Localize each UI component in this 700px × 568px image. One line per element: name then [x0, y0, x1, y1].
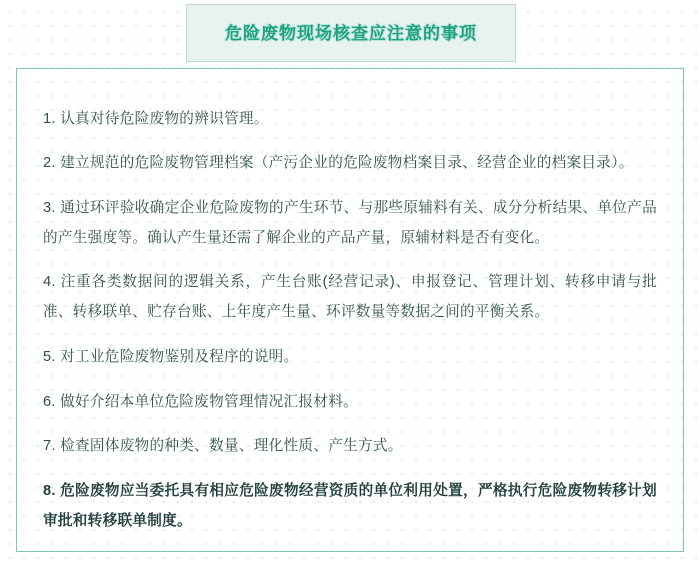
list-item: 5. 对工业危险废物鉴别及程序的说明。 [43, 348, 299, 365]
list-item: 8. 危险废物应当委托具有相应危险废物经营资质的单位利用处置，严格执行危险废物转移计划审批和转移联单制度。 [43, 482, 657, 529]
list-item: 3. 通过环评验收确定企业危险废物的产生环节、与那些原辅料有关、成分分析结果、单位产品的产生强度等。确认产生量还需了解企业的产品产量，原辅材料是否有变化。 [43, 199, 657, 246]
list-item: 7. 检查固体废物的种类、数量、理化性质、产生方式。 [43, 438, 403, 455]
list-item: 1. 认真对待危险废物的辨识管理。 [43, 110, 269, 127]
page-title: 危险废物现场核查应注意的事项 [225, 23, 477, 43]
list-item: 4. 注重各类数据间的逻辑关系，产生台账(经营记录)、申报登记、管理计划、转移申请与批准、转移联单、贮存台账、上年度产生量、环评数量等数据之间的平衡关系。 [43, 274, 657, 321]
content-panel [16, 68, 684, 552]
list-item: 2. 建立规范的危险废物管理档案（产污企业的危险废物档案目录、经营企业的档案目录）。 [43, 155, 634, 172]
list-item: 6. 做好介绍本单位危险废物管理情况汇报材料。 [43, 393, 359, 410]
document-title-banner [186, 4, 516, 62]
